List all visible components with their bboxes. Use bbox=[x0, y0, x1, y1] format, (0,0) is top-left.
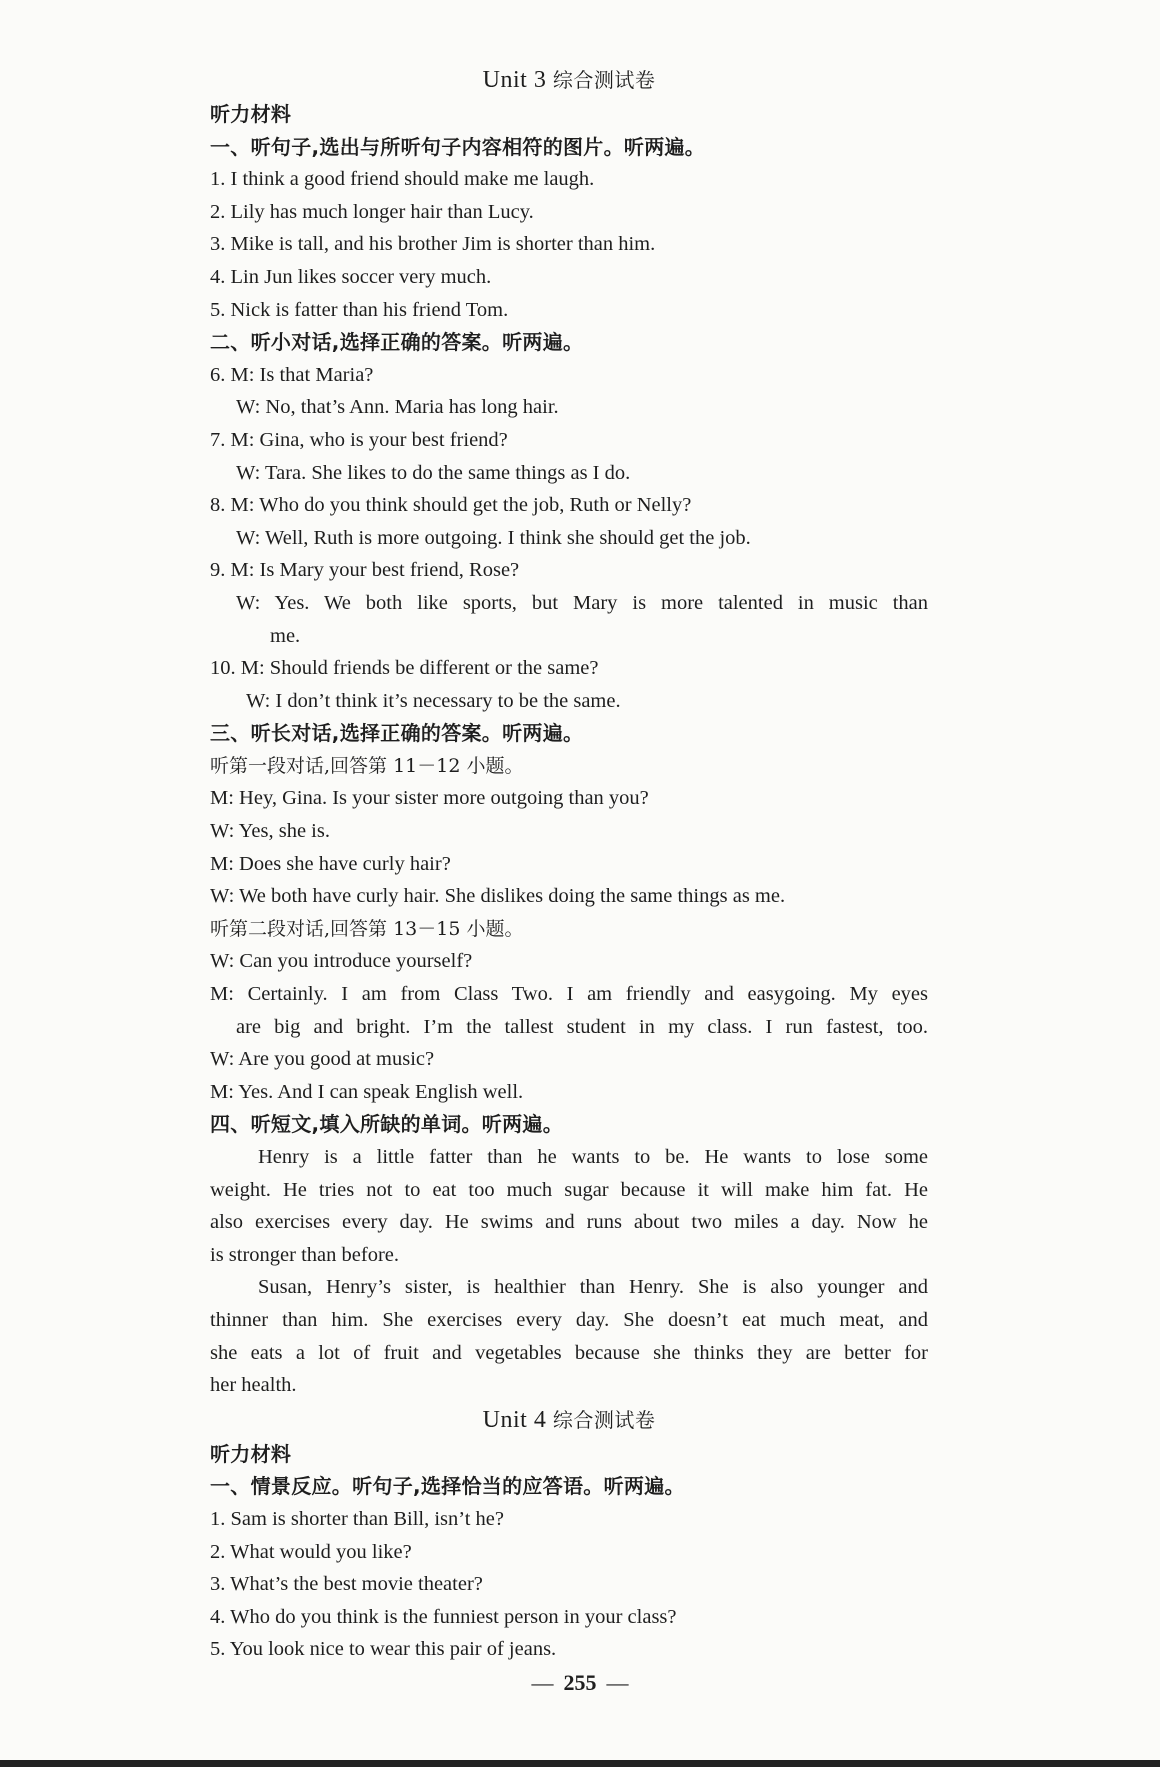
unit3-sec1-heading: 一、听句子,选出与所听句子内容相符的图片。听两遍。 bbox=[210, 134, 706, 159]
document-page bbox=[210, 62, 928, 1666]
unit4-title bbox=[210, 1402, 928, 1438]
unit3-sec1-item: 3. Mike is tall, and his brother Jim is shorter than him. bbox=[210, 233, 656, 256]
dialog2-intro: 听第二段对话,回答第 13－15 小题。 bbox=[210, 917, 524, 940]
dialog-line: 8. M: Who do you think should get the job, Ruth or Nelly? bbox=[210, 494, 692, 517]
unit4-sec1-item: 3. What’s the best movie theater? bbox=[210, 1573, 483, 1596]
dialog-line: are big and bright. I’m the tallest student in my class. I run fastest, too. bbox=[236, 1015, 928, 1038]
passage-line: Henry is a little fatter than he wants to be. He wants to lose some bbox=[258, 1146, 928, 1168]
unit4-title-cn: 综合测试卷 bbox=[552, 1407, 656, 1432]
dialog-line: M: Hey, Gina. Is your sister more outgoing than you? bbox=[210, 787, 649, 810]
unit3-title bbox=[210, 62, 928, 98]
unit3-title-en: Unit 3 bbox=[482, 67, 547, 93]
passage-line: is stronger than before. bbox=[210, 1243, 399, 1266]
dialog-line: W: Can you introduce yourself? bbox=[210, 950, 473, 973]
unit4-sec1-item: 4. Who do you think is the funniest person in your class? bbox=[210, 1605, 677, 1628]
dialog-line: 9. M: Is Mary your best friend, Rose? bbox=[210, 559, 520, 582]
unit3-material-label: 听力材料 bbox=[210, 102, 292, 126]
unit3-sec1-item: 5. Nick is fatter than his friend Tom. bbox=[210, 298, 509, 321]
unit4-sec1-item: 1. Sam is shorter than Bill, isn’t he? bbox=[210, 1507, 504, 1530]
unit3-sec3-heading: 三、听长对话,选择正确的答案。听两遍。 bbox=[210, 721, 584, 746]
unit3-sec1-item: 4. Lin Jun likes soccer very much. bbox=[210, 265, 492, 288]
page-bottom-edge bbox=[0, 1760, 1160, 1767]
unit4-sec1-item: 2. What would you like? bbox=[210, 1540, 412, 1563]
dialog-line: 10. M: Should friends be different or the same? bbox=[210, 657, 599, 680]
dialog-line: M: Yes. And I can speak English well. bbox=[210, 1080, 524, 1103]
dialog1-intro: 听第一段对话,回答第 11－12 小题。 bbox=[210, 754, 524, 777]
dialog-line: M: Does she have curly hair? bbox=[210, 852, 451, 875]
dialog-line: M: Certainly. I am from Class Two. I am friendly and easygoing. My eyes bbox=[210, 983, 928, 1006]
passage-line: she eats a lot of fruit and vegetables because she thinks they are better for bbox=[210, 1341, 928, 1364]
dialog-line: W: We both have curly hair. She dislikes doing the same things as me. bbox=[210, 885, 786, 908]
dialog-line: 7. M: Gina, who is your best friend? bbox=[210, 428, 508, 451]
passage-line: Susan, Henry’s sister, is healthier than Henry. She is also younger and bbox=[258, 1276, 928, 1299]
unit4-material-label: 听力材料 bbox=[210, 1441, 292, 1466]
dialog-line: me. bbox=[270, 624, 301, 647]
passage-line: weight. He tries not to eat too much sugar because it will make him fat. He bbox=[210, 1178, 928, 1201]
unit3-sec1-item: 1. I think a good friend should make me laugh. bbox=[210, 168, 595, 191]
unit3-sec1-item: 2. Lily has much longer hair than Lucy. bbox=[210, 200, 534, 223]
passage-paragraph-2 bbox=[210, 1271, 928, 1401]
unit3-sec2-heading: 二、听小对话,选择正确的答案。听两遍。 bbox=[210, 330, 584, 355]
dialog-line: 6. M: Is that Maria? bbox=[210, 363, 374, 386]
unit4-title-en: Unit 4 bbox=[482, 1406, 547, 1433]
unit3-sec4-heading: 四、听短文,填入所缺的单词。听两遍。 bbox=[210, 1112, 563, 1137]
page-number-dash-right: — bbox=[606, 1670, 629, 1695]
unit3-title-cn: 综合测试卷 bbox=[552, 68, 656, 92]
dialog-line: W: Yes. We both like sports, but Mary is more talented in music than bbox=[236, 591, 928, 614]
dialog-line: W: No, that’s Ann. Maria has long hair. bbox=[236, 396, 559, 419]
passage-line: also exercises every day. He swims and runs about two miles a day. Now he bbox=[210, 1211, 928, 1234]
dialog-line: W: Tara. She likes to do the same things as I do. bbox=[236, 461, 631, 484]
passage-paragraph-1 bbox=[210, 1141, 928, 1271]
page-number-value: 255 bbox=[563, 1670, 597, 1695]
unit4-sec1-item: 5. You look nice to wear this pair of jeans. bbox=[210, 1638, 557, 1661]
unit4-sec1-heading: 一、情景反应。听句子,选择恰当的应答语。听两遍。 bbox=[210, 1474, 685, 1499]
dialog-line: W: Yes, she is. bbox=[210, 820, 330, 843]
page-number-dash-left: — bbox=[531, 1670, 554, 1695]
page-number bbox=[0, 1670, 1160, 1696]
passage-line: her health. bbox=[210, 1374, 297, 1397]
dialog-line: W: I don’t think it’s necessary to be the same. bbox=[246, 689, 621, 712]
dialog-line: W: Well, Ruth is more outgoing. I think she should get the job. bbox=[236, 526, 751, 549]
dialog-line: W: Are you good at music? bbox=[210, 1048, 435, 1071]
passage-line: thinner than him. She exercises every day. She doesn’t eat much meat, and bbox=[210, 1308, 928, 1331]
